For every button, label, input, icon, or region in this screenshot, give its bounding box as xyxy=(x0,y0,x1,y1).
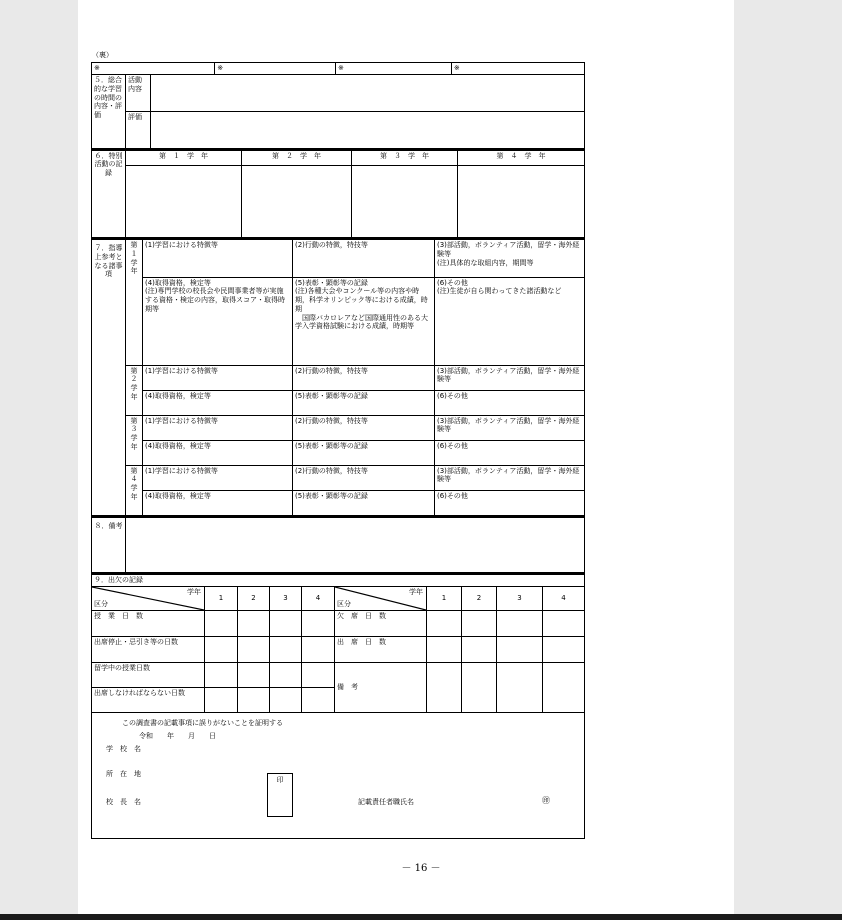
left-header-diagonal-cell xyxy=(92,586,205,610)
y4-learning-field[interactable]: (1)学習における特徴等 xyxy=(143,465,293,490)
absent-days-y4[interactable] xyxy=(543,610,585,636)
study-abroad-days-y1[interactable] xyxy=(205,662,238,687)
y1-awards-field[interactable] xyxy=(293,277,435,365)
grade-col-3: 3 xyxy=(270,586,302,610)
marks-row xyxy=(91,62,585,75)
attended-days-y1[interactable] xyxy=(427,636,462,662)
activity-content-label: 活動内容 xyxy=(126,75,151,111)
year-2-label: 第２学年 xyxy=(126,365,143,415)
y1-qualifications-note: (注)専門学校の校長会や民間事業者等が実施する資格・検定の内容，取得スコア・取得時期等 xyxy=(145,287,285,313)
grade-1-header: 第 １ 学 年 xyxy=(126,150,242,166)
grade-4-header: 第 ４ 学 年 xyxy=(458,150,585,166)
remarks-field[interactable] xyxy=(126,517,585,573)
grade-4-field[interactable] xyxy=(458,166,585,238)
grade-2-header: 第 ２ 学 年 xyxy=(242,150,352,166)
section-5-label: ５．総合的な学習の時間の内容・評価 xyxy=(92,75,126,148)
class-days-label: 授 業 日 数 xyxy=(92,610,205,636)
y3-club-field[interactable]: (3)部活動，ボランティア活動，留学・海外経験等 xyxy=(435,415,585,440)
absent-days-y2[interactable] xyxy=(462,610,497,636)
required-days-y4[interactable] xyxy=(302,687,335,712)
address-label: 所 在 地 xyxy=(106,769,141,778)
y1-qualifications-label: (4)取得資格，検定等 xyxy=(145,278,211,287)
y4-behavior-field[interactable]: (2)行動の特徴，特技等 xyxy=(293,465,435,490)
attendance-remarks-y4[interactable] xyxy=(543,662,585,712)
y3-other-field[interactable]: (6)その他 xyxy=(435,440,585,465)
suspension-days-y2[interactable] xyxy=(238,636,270,662)
grade-3-field[interactable] xyxy=(352,166,458,238)
required-days-y3[interactable] xyxy=(270,687,302,712)
y1-awards-note-2: 国際バカロレアなど国際通用性のある大学入学資格試験における成績，時期等 xyxy=(295,313,428,331)
year-3-label: 第３学年 xyxy=(126,415,143,465)
y3-qualifications-field[interactable]: (4)取得資格，検定等 xyxy=(143,440,293,465)
recorder-seal-mark: ㊞ xyxy=(542,795,550,805)
y4-awards-field[interactable]: (5)表彰・顕彰等の記録 xyxy=(293,490,435,515)
y4-qualifications-field[interactable]: (4)取得資格，検定等 xyxy=(143,490,293,515)
y2-qualifications-field[interactable]: (4)取得資格，検定等 xyxy=(143,390,293,415)
y1-behavior-field[interactable]: (2)行動の特徴，特技等 xyxy=(293,239,435,277)
school-name-label: 学 校 名 xyxy=(106,744,141,753)
attendance-remarks-y2[interactable] xyxy=(462,662,497,712)
study-abroad-days-y4[interactable] xyxy=(302,662,335,687)
grade-col-3-right: 3 xyxy=(497,586,543,610)
mark-cell: ※ xyxy=(92,63,215,75)
grade-col-4-right: 4 xyxy=(543,586,585,610)
year-1-label: 第１学年 xyxy=(126,239,143,365)
y1-club-note: (注)具体的な取組内容，期間等 xyxy=(437,258,534,267)
official-seal-box: 印 xyxy=(267,773,293,817)
y2-other-field[interactable]: (6)その他 xyxy=(435,390,585,415)
window-bottom-bar xyxy=(0,914,842,920)
study-abroad-days-y3[interactable] xyxy=(270,662,302,687)
y2-learning-field[interactable]: (1)学習における特徴等 xyxy=(143,365,293,390)
certification-statement: この調査書の記載事項に誤りがないことを証明する xyxy=(122,718,283,727)
y4-club-field[interactable]: (3)部活動，ボランティア活動，留学・海外経験等 xyxy=(435,465,585,490)
y1-learning-field[interactable]: (1)学習における特徴等 xyxy=(143,239,293,277)
back-side-label: （裏） xyxy=(92,51,113,59)
principal-name-label: 校 長 名 xyxy=(106,797,141,806)
y1-club-label: (3)部活動，ボランティア活動，留学・海外経験等 xyxy=(437,241,580,258)
y4-other-field[interactable]: (6)その他 xyxy=(435,490,585,515)
mark-cell: ※ xyxy=(215,63,336,75)
y3-awards-field[interactable]: (5)表彰・顕彰等の記録 xyxy=(293,440,435,465)
page-number: － 16 － xyxy=(401,863,441,874)
evaluation-label: 評価 xyxy=(126,111,151,148)
certification-date: 令和 年 月 日 xyxy=(139,731,216,740)
section-7-guidance-notes xyxy=(91,238,585,516)
grade-1-field[interactable] xyxy=(126,166,242,238)
y3-learning-field[interactable]: (1)学習における特徴等 xyxy=(143,415,293,440)
section-6-special-activities xyxy=(91,149,585,239)
activity-content-field[interactable] xyxy=(151,75,585,111)
attendance-title: ９．出欠の記録 xyxy=(92,574,585,586)
recorder-name-label: 記載責任者職氏名 xyxy=(358,797,414,806)
section-7-label: ７．指導上参考となる諸事項 xyxy=(92,239,126,515)
y1-qualifications-field[interactable] xyxy=(143,277,293,365)
mark-cell: ※ xyxy=(336,63,452,75)
suspension-days-y3[interactable] xyxy=(270,636,302,662)
grade-col-2: 2 xyxy=(238,586,270,610)
grade-3-header: 第 ３ 学 年 xyxy=(352,150,458,166)
year-4-label: 第４学年 xyxy=(126,465,143,515)
suspension-days-y1[interactable] xyxy=(205,636,238,662)
grade-header-left: 学年 xyxy=(187,587,201,596)
suspension-days-y4[interactable] xyxy=(302,636,335,662)
class-days-y3[interactable] xyxy=(270,610,302,636)
y1-other-field[interactable] xyxy=(435,277,585,365)
study-abroad-days-label: 留学中の授業日数 xyxy=(92,662,205,687)
grade-2-field[interactable] xyxy=(242,166,352,238)
y1-other-note: (注)生徒が自ら関わってきた諸活動など xyxy=(437,287,562,296)
y1-other-label: (6)その他 xyxy=(437,278,468,287)
absent-days-y1[interactable] xyxy=(427,610,462,636)
attended-days-y2[interactable] xyxy=(462,636,497,662)
required-days-y1[interactable] xyxy=(205,687,238,712)
required-days-y2[interactable] xyxy=(238,687,270,712)
y2-awards-field[interactable]: (5)表彰・顕彰等の記録 xyxy=(293,390,435,415)
y2-behavior-field[interactable]: (2)行動の特徴，特技等 xyxy=(293,365,435,390)
section-9-attendance xyxy=(91,573,585,713)
grade-col-4: 4 xyxy=(302,586,335,610)
kubun-header-left: 区分 xyxy=(94,600,108,608)
section-8-remarks xyxy=(91,516,585,574)
y3-behavior-field[interactable]: (2)行動の特徴，特技等 xyxy=(293,415,435,440)
section-8-label: ８．備考 xyxy=(92,517,126,573)
evaluation-field[interactable] xyxy=(151,111,585,148)
y1-awards-note: (注)各種大会やコンクール等の内容や時期，科学オリンピック等における成績，時期 xyxy=(295,287,428,313)
attendance-remarks-y3[interactable] xyxy=(497,662,543,712)
grade-header-right: 学年 xyxy=(409,587,423,596)
report-form xyxy=(91,49,585,839)
absent-days-y3[interactable] xyxy=(497,610,543,636)
study-abroad-days-y2[interactable] xyxy=(238,662,270,687)
y1-awards-label: (5)表彰・顕彰等の記録 xyxy=(295,278,368,287)
mark-cell: ※ xyxy=(451,63,584,75)
certification-block xyxy=(91,713,585,839)
required-days-label: 出席しなければならない日数 xyxy=(92,687,205,712)
class-days-y1[interactable] xyxy=(205,610,238,636)
class-days-y4[interactable] xyxy=(302,610,335,636)
absent-days-label: 欠 席 日 数 xyxy=(335,610,427,636)
class-days-y2[interactable] xyxy=(238,610,270,636)
grade-col-1: 1 xyxy=(205,586,238,610)
attendance-remarks-label: 備 考 xyxy=(335,662,427,712)
right-header-diagonal-cell xyxy=(335,586,427,610)
section-6-label: ６．特別活動の記録 xyxy=(92,150,126,238)
grade-col-1-right: 1 xyxy=(427,586,462,610)
attended-days-y3[interactable] xyxy=(497,636,543,662)
y1-club-field[interactable] xyxy=(435,239,585,277)
y2-club-field[interactable]: (3)部活動，ボランティア活動，留学・海外経験等 xyxy=(435,365,585,390)
suspension-days-label: 出席停止・忌引き等の日数 xyxy=(92,636,205,662)
attended-days-label: 出 席 日 数 xyxy=(335,636,427,662)
attended-days-y4[interactable] xyxy=(543,636,585,662)
attendance-remarks-y1[interactable] xyxy=(427,662,462,712)
grade-col-2-right: 2 xyxy=(462,586,497,610)
section-5-integrated-study xyxy=(91,75,585,149)
kubun-header-right: 区分 xyxy=(337,600,351,608)
